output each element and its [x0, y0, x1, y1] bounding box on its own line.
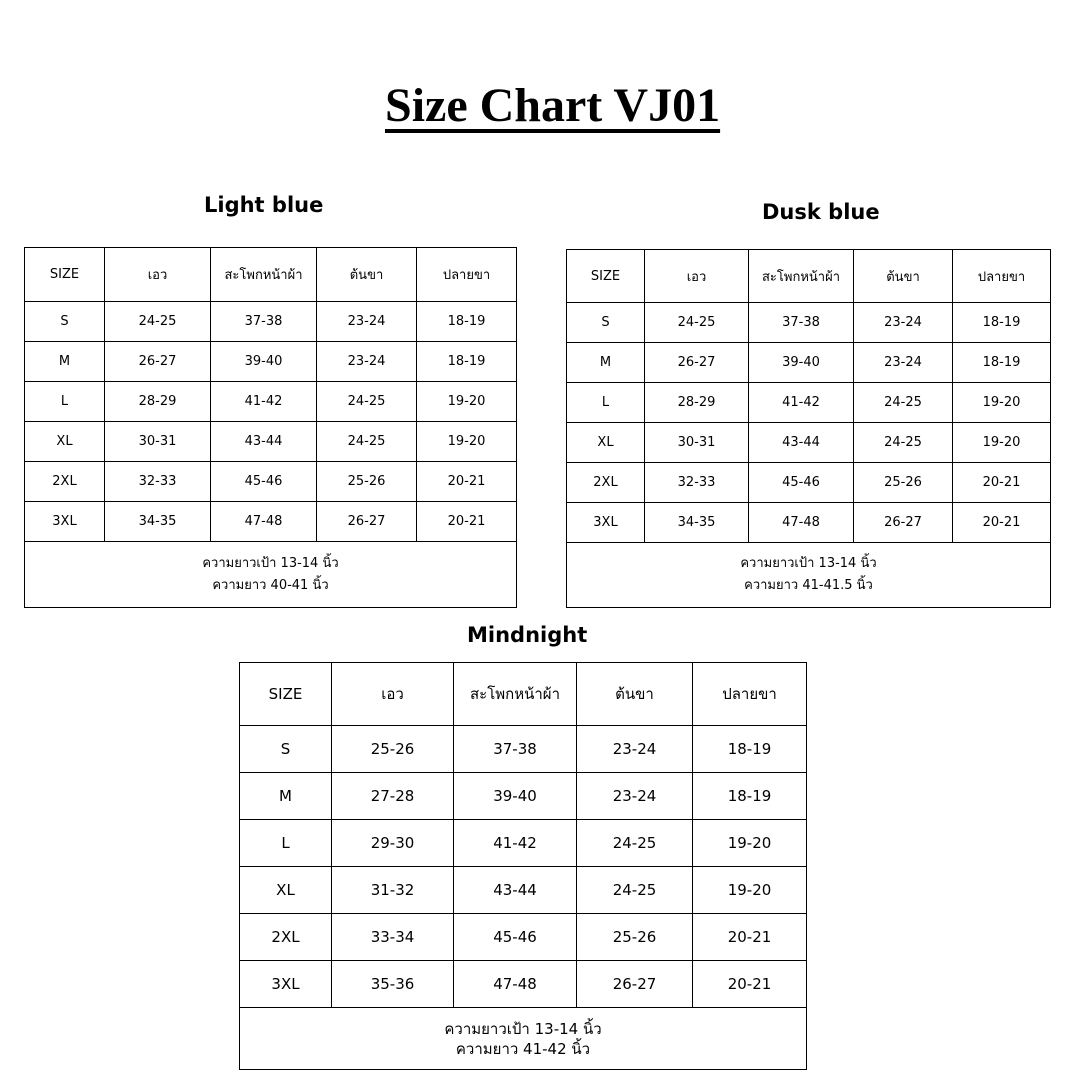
measurement-cell: 24-25: [854, 423, 953, 463]
size-cell: L: [567, 383, 645, 423]
size-cell: M: [240, 773, 332, 820]
measurement-cell: 20-21: [417, 462, 517, 502]
table-row: [25, 342, 517, 382]
table-notes-row: [240, 1008, 807, 1070]
measurement-cell: 23-24: [577, 726, 693, 773]
column-header: สะโพกหน้าผ้า: [454, 663, 577, 726]
measurement-cell: 20-21: [693, 961, 807, 1008]
measurement-cell: 19-20: [417, 422, 517, 462]
size-cell: 2XL: [567, 463, 645, 503]
size-cell: L: [240, 820, 332, 867]
measurement-cell: 28-29: [645, 383, 749, 423]
measurement-cell: 43-44: [211, 422, 317, 462]
table-row: [25, 462, 517, 502]
size-table-light-blue: [24, 247, 517, 608]
measurement-cell: 24-25: [577, 867, 693, 914]
measurement-cell: 45-46: [211, 462, 317, 502]
measurement-cell: 29-30: [332, 820, 454, 867]
size-cell: XL: [25, 422, 105, 462]
measurement-cell: 47-48: [454, 961, 577, 1008]
rise-length-note: ความยาวเป้า 13-14 นิ้ว: [740, 556, 877, 571]
table-row: [567, 463, 1051, 503]
table-row: [567, 343, 1051, 383]
size-cell: M: [567, 343, 645, 383]
column-header: ปลายขา: [693, 663, 807, 726]
table-header-row: [240, 663, 807, 726]
size-cell: L: [25, 382, 105, 422]
measurement-cell: 37-38: [749, 303, 854, 343]
measurement-cell: 26-27: [577, 961, 693, 1008]
size-cell: 2XL: [25, 462, 105, 502]
measurement-cell: 26-27: [317, 502, 417, 542]
measurement-cell: 35-36: [332, 961, 454, 1008]
table-row: [567, 303, 1051, 343]
table-row: [25, 302, 517, 342]
measurement-cell: 31-32: [332, 867, 454, 914]
column-header: ปลายขา: [953, 250, 1051, 303]
table-row: [240, 867, 807, 914]
size-cell: 2XL: [240, 914, 332, 961]
measurement-cell: 23-24: [854, 343, 953, 383]
measurement-cell: 39-40: [749, 343, 854, 383]
size-cell: 3XL: [567, 503, 645, 543]
measurement-cell: 33-34: [332, 914, 454, 961]
measurement-cell: 20-21: [693, 914, 807, 961]
column-header: SIZE: [240, 663, 332, 726]
measurement-cell: 24-25: [645, 303, 749, 343]
measurement-cell: 27-28: [332, 773, 454, 820]
size-cell: M: [25, 342, 105, 382]
column-header: เอว: [645, 250, 749, 303]
measurement-cell: 20-21: [953, 463, 1051, 503]
size-cell: S: [240, 726, 332, 773]
measurement-cell: 19-20: [417, 382, 517, 422]
total-length-note: ความยาว 41-41.5 นิ้ว: [744, 578, 873, 593]
rise-length-note: ความยาวเป้า 13-14 นิ้ว: [202, 555, 339, 571]
measurement-cell: 32-33: [105, 462, 211, 502]
measurement-cell: 25-26: [317, 462, 417, 502]
measurement-cell: 18-19: [953, 303, 1051, 343]
measurement-cell: 25-26: [854, 463, 953, 503]
measurement-cell: 45-46: [454, 914, 577, 961]
section-title-light-blue: Light blue: [204, 193, 324, 217]
table-header-row: [25, 248, 517, 302]
measurement-cell: 24-25: [105, 302, 211, 342]
table-row: [567, 383, 1051, 423]
measurement-cell: 18-19: [953, 343, 1051, 383]
measurement-cell: 24-25: [577, 820, 693, 867]
measurement-cell: 19-20: [953, 383, 1051, 423]
measurement-cell: 47-48: [211, 502, 317, 542]
measurement-cell: 41-42: [749, 383, 854, 423]
measurement-cell: 19-20: [693, 867, 807, 914]
measurement-cell: 20-21: [417, 502, 517, 542]
size-cell: S: [25, 302, 105, 342]
measurement-cell: 25-26: [577, 914, 693, 961]
column-header: SIZE: [567, 250, 645, 303]
column-header: สะโพกหน้าผ้า: [211, 248, 317, 302]
table-row: [240, 773, 807, 820]
measurement-cell: 24-25: [854, 383, 953, 423]
measurement-cell: 23-24: [317, 342, 417, 382]
measurement-cell: 26-27: [105, 342, 211, 382]
notes-cell: [567, 543, 1051, 608]
total-length-note: ความยาว 40-41 นิ้ว: [212, 577, 329, 593]
measurement-cell: 41-42: [211, 382, 317, 422]
measurement-cell: 18-19: [417, 302, 517, 342]
size-cell: XL: [567, 423, 645, 463]
size-cell: XL: [240, 867, 332, 914]
measurement-cell: 25-26: [332, 726, 454, 773]
measurement-cell: 45-46: [749, 463, 854, 503]
section-title-mindnight: Mindnight: [467, 623, 588, 647]
measurement-cell: 23-24: [577, 773, 693, 820]
table-notes-row: [25, 542, 517, 608]
table-row: [567, 423, 1051, 463]
size-cell: 3XL: [25, 502, 105, 542]
measurement-cell: 47-48: [749, 503, 854, 543]
table-row: [25, 422, 517, 462]
column-header: SIZE: [25, 248, 105, 302]
measurement-cell: 26-27: [645, 343, 749, 383]
measurement-cell: 20-21: [953, 503, 1051, 543]
measurement-cell: 23-24: [854, 303, 953, 343]
size-table-mindnight: [239, 662, 807, 1070]
measurement-cell: 30-31: [105, 422, 211, 462]
column-header: เอว: [105, 248, 211, 302]
measurement-cell: 24-25: [317, 382, 417, 422]
table-row: [25, 502, 517, 542]
measurement-cell: 39-40: [454, 773, 577, 820]
measurement-cell: 30-31: [645, 423, 749, 463]
column-header: ต้นขา: [577, 663, 693, 726]
measurement-cell: 18-19: [417, 342, 517, 382]
measurement-cell: 18-19: [693, 726, 807, 773]
notes-cell: [240, 1008, 807, 1070]
table-row: [240, 914, 807, 961]
page-title: Size Chart VJ01: [385, 79, 721, 132]
measurement-cell: 18-19: [693, 773, 807, 820]
total-length-note: ความยาว 41-42 นิ้ว: [455, 1039, 591, 1058]
table-row: [240, 820, 807, 867]
size-cell: S: [567, 303, 645, 343]
table-row: [240, 961, 807, 1008]
size-cell: 3XL: [240, 961, 332, 1008]
table-row: [240, 726, 807, 773]
measurement-cell: 28-29: [105, 382, 211, 422]
table-notes-row: [567, 543, 1051, 608]
measurement-cell: 34-35: [645, 503, 749, 543]
measurement-cell: 37-38: [211, 302, 317, 342]
notes-cell: [25, 542, 517, 608]
column-header: สะโพกหน้าผ้า: [749, 250, 854, 303]
measurement-cell: 43-44: [454, 867, 577, 914]
rise-length-note: ความยาวเป้า 13-14 นิ้ว: [444, 1019, 602, 1038]
measurement-cell: 43-44: [749, 423, 854, 463]
measurement-cell: 32-33: [645, 463, 749, 503]
measurement-cell: 39-40: [211, 342, 317, 382]
measurement-cell: 41-42: [454, 820, 577, 867]
column-header: ปลายขา: [417, 248, 517, 302]
measurement-cell: 19-20: [693, 820, 807, 867]
column-header: ต้นขา: [854, 250, 953, 303]
measurement-cell: 19-20: [953, 423, 1051, 463]
table-row: [567, 503, 1051, 543]
column-header: ต้นขา: [317, 248, 417, 302]
measurement-cell: 23-24: [317, 302, 417, 342]
measurement-cell: 37-38: [454, 726, 577, 773]
measurement-cell: 26-27: [854, 503, 953, 543]
column-header: เอว: [332, 663, 454, 726]
table-row: [25, 382, 517, 422]
measurement-cell: 34-35: [105, 502, 211, 542]
measurement-cell: 24-25: [317, 422, 417, 462]
section-title-dusk-blue: Dusk blue: [762, 200, 880, 224]
size-table-dusk-blue: [566, 249, 1051, 608]
table-header-row: [567, 250, 1051, 303]
